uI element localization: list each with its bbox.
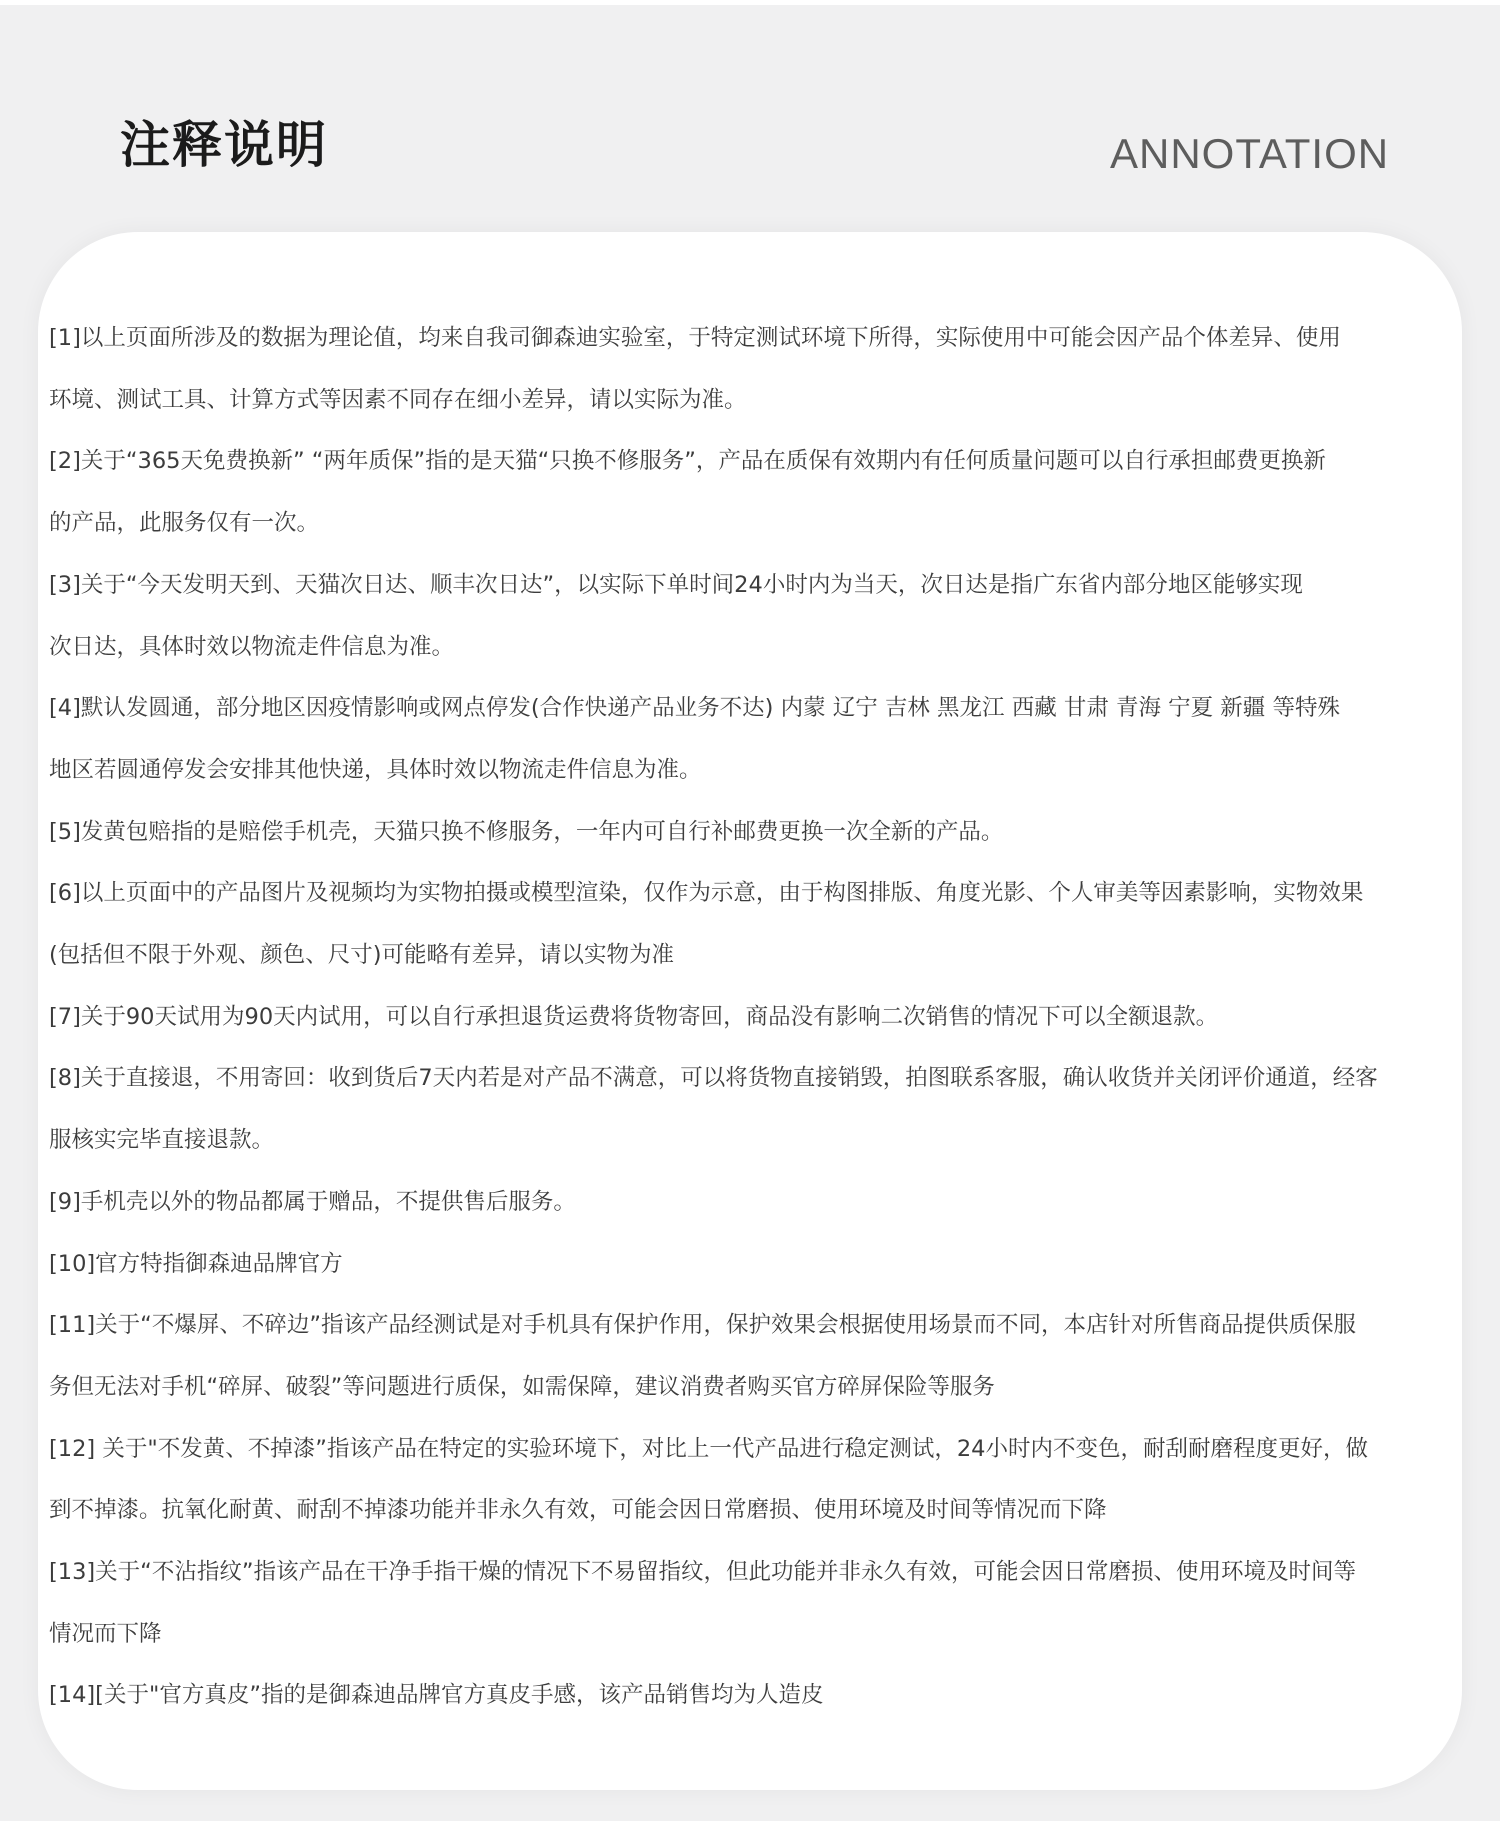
note-line: [8]关于直接退，不用寄回：收到货后7天内若是对产品不满意，可以将货物直接销毁，拍图联系客服，确认收货并关闭评价通道，经客 — [49, 1065, 1378, 1092]
note-line: [3]关于“今天发明天到、天猫次日达、顺丰次日达”，以实际下单时间24小时内为当天，次日达是指广东省内部分地区能够实现 — [49, 571, 1303, 598]
note-line: [4]默认发圆通，部分地区因疫情影响或网点停发(合作快递产品业务不达) 内蒙 辽宁 吉林 黑龙江 西藏 甘肃 青海 宁夏 新疆 等特殊 — [49, 695, 1340, 722]
page-title: 注释说明 — [120, 116, 328, 174]
note-line: (包括但不限于外观、颜色、尺寸)可能略有差异，请以实物为准 — [49, 942, 675, 969]
note-line: 次日达，具体时效以物流走件信息为准。 — [49, 633, 455, 660]
note-line: [11]关于“不爆屏、不碎边”指该产品经测试是对手机具有保护作用，保护效果会根据使用场景而不同，本店针对所售商品提供质保服 — [49, 1312, 1357, 1339]
note-line: 服核实完毕直接退款。 — [49, 1127, 275, 1154]
note-line: 环境、测试工具、计算方式等因素不同存在细小差异，请以实际为准。 — [49, 386, 747, 413]
note-line: [13]关于“不沾指纹”指该产品在干净手指干燥的情况下不易留指纹，但此功能并非永久有效，可能会因日常磨损、使用环境及时间等 — [49, 1559, 1357, 1586]
note-line: 地区若圆通停发会安排其他快递，具体时效以物流走件信息为准。 — [49, 756, 702, 783]
note-line: [5]发黄包赔指的是赔偿手机壳，天猫只换不修服务，一年内可自行补邮费更换一次全新的产品。 — [49, 818, 1004, 845]
note-line: [1]以上页面所涉及的数据为理论值，均来自我司御森迪实验室，于特定测试环境下所得，实际使用中可能会因产品个体差异、使用 — [49, 325, 1341, 351]
note-line: 的产品，此服务仅有一次。 — [49, 510, 320, 537]
note-line: [9]手机壳以外的物品都属于赠品，不提供售后服务。 — [49, 1188, 576, 1215]
top-border — [0, 0, 1500, 5]
note-line: [2]关于“365天免费换新” “两年质保”指的是天猫“只换不修服务”，产品在质保有效期内有任何质量问题可以自行承担邮费更换新 — [49, 448, 1326, 475]
note-line: [10]官方特指御森迪品牌官方 — [49, 1250, 343, 1277]
note-line: [14][关于"官方真皮”指的是御森迪品牌官方真皮手感，该产品销售均为人造皮 — [49, 1682, 824, 1709]
note-line: 到不掉漆。抗氧化耐黄、耐刮不掉漆功能并非永久有效，可能会因日常磨损、使用环境及时间等情况而下降 — [49, 1497, 1107, 1524]
note-line: 务但无法对手机“碎屏、破裂”等问题进行质保，如需保障，建议消费者购买官方碎屏保险等服务 — [49, 1373, 995, 1400]
note-line: [7]关于90天试用为90天内试用，可以自行承担退货运费将货物寄回，商品没有影响二次销售的情况下可以全额退款。 — [49, 1003, 1219, 1030]
note-line: 情况而下降 — [49, 1620, 162, 1647]
annotation-list — [49, 308, 1429, 1727]
note-line: [6]以上页面中的产品图片及视频均为实物拍摄或模型渲染，仅作为示意，由于构图排版、角度光影、个人审美等因素影响，实物效果 — [49, 880, 1364, 907]
page-subtitle: ANNOTATION — [1110, 130, 1390, 177]
note-line: [12] 关于"不发黄、不掉漆”指该产品在特定的实验环境下，对比上一代产品进行稳定测试，24小时内不变色，耐刮耐磨程度更好，做 — [49, 1435, 1368, 1462]
